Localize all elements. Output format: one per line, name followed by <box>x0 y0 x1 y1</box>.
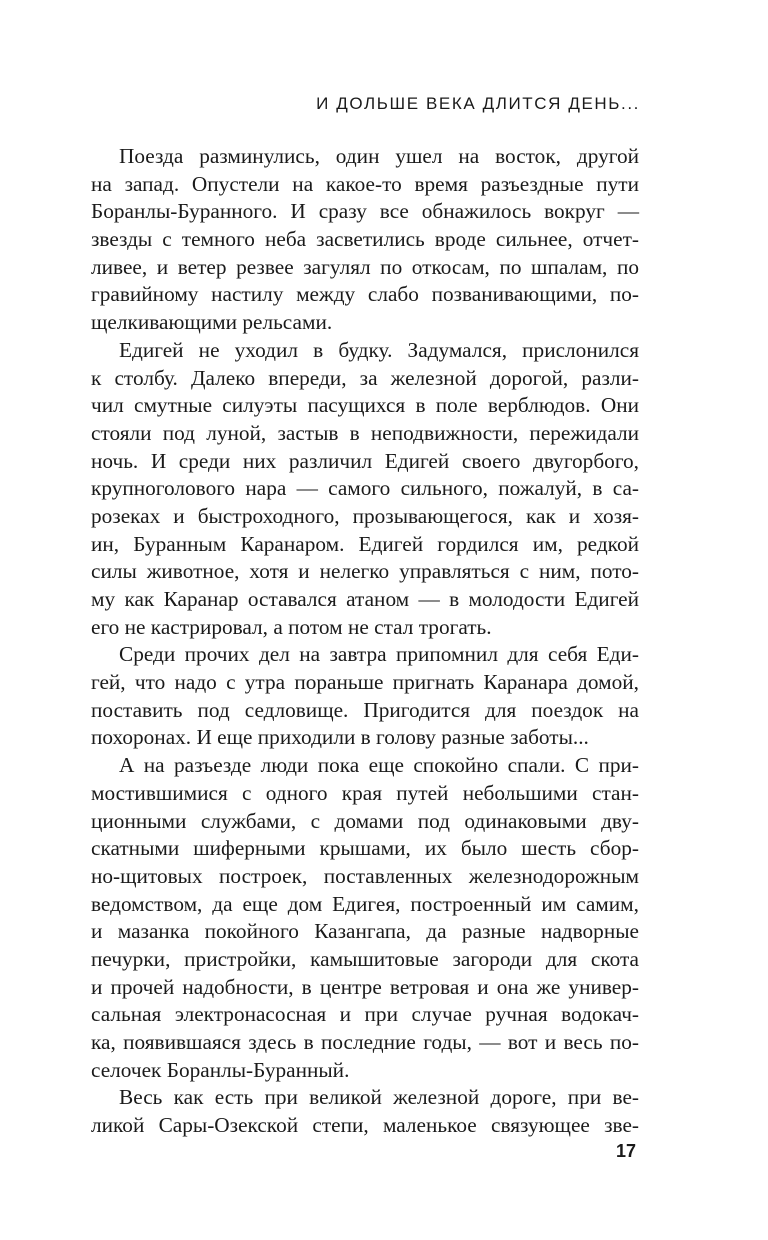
text-line: поставить под седловище. Пригодится для поездок на <box>91 697 639 722</box>
text-line: Едигей не уходил в будку. Задумался, прислонился <box>119 337 639 362</box>
text-line: щелкивающими рельсами. <box>91 310 333 335</box>
text-line: Боранлы-Буранного. И сразу все обнажилось вокруг — <box>91 199 639 224</box>
text-line: ционными службами, с домами под одинаковыми дву- <box>91 808 639 833</box>
paragraph <box>91 337 639 642</box>
text-line: Среди прочих дел на завтра припомнил для себя Еди- <box>119 642 639 667</box>
text-line: чил смутные силуэты пасущихся в поле верблюдов. Они <box>91 393 639 418</box>
text-line: и мазанка покойного Казангапа, да разные надворные <box>91 919 639 944</box>
paragraph <box>91 1084 639 1139</box>
text-line: его не кастрировал, а потом не стал трогать. <box>91 614 492 639</box>
text-line: А на разъезде люди пока еще спокойно спали. С при- <box>119 753 639 778</box>
running-title: И ДОЛЬШЕ ВЕКА ДЛИТСЯ ДЕНЬ... <box>316 94 640 113</box>
paragraph <box>91 641 639 752</box>
text-line: силы животное, хотя и нелегко управляться с ним, пото- <box>91 559 639 584</box>
paragraph <box>91 752 639 1084</box>
text-line: и прочей надобности, в центре ветровая и она же универ- <box>91 974 639 999</box>
text-line: звезды с темного неба засветились вроде сильнее, отчет- <box>91 227 639 252</box>
text-line: ин, Буранным Каранаром. Едигей гордился им, редкой <box>91 531 639 556</box>
text-line: гравийному настилу между слабо позванивающими, по- <box>91 282 639 307</box>
text-line: селочек Боранлы-Буранный. <box>91 1057 350 1082</box>
text-line: Весь как есть при великой железной дороге, при ве- <box>119 1085 639 1110</box>
text-line: ка, появившаяся здесь в последние годы, — вот и весь по- <box>91 1030 639 1054</box>
text-line: ночь. И среди них различил Едигей своего двугорбого, <box>91 448 639 473</box>
page-number: 17 <box>615 1141 636 1161</box>
text-line: на запад. Опустели на какое-то время разъездные пути <box>91 171 639 196</box>
paragraph <box>91 143 639 337</box>
text-line: к столбу. Далеко впереди, за железной дорогой, разли- <box>91 365 639 390</box>
text-line: Поезда разминулись, один ушел на восток, другой <box>119 144 639 168</box>
text-line: похоронах. И еще приходили в голову разные заботы... <box>91 725 589 750</box>
text-line: но-щитовых построек, поставленных железнодорожным <box>91 863 639 888</box>
text-line: ликой Сары-Озекской степи, маленькое связующее зве- <box>91 1113 639 1138</box>
text-line: гей, что надо с утра пораньше пригнать Каранара домой, <box>91 670 639 695</box>
text-line: крупноголового нара — самого сильного, пожалуй, в са- <box>91 476 639 501</box>
text-line: стояли под луной, застыв в неподвижности, пережидали <box>91 420 639 445</box>
text-line: печурки, пристройки, камышитовые загороди для скота <box>91 946 639 971</box>
text-line: мостившимися с одного края путей небольшими стан- <box>91 780 639 805</box>
text-line: ливее, и ветер резвее загулял по откосам, по шпалам, по <box>91 254 639 279</box>
text-line: скатными шиферными крышами, их было шесть сбор- <box>91 836 639 861</box>
text-line: сальная электронасосная и при случае ручная водокач- <box>91 1002 639 1027</box>
body-text <box>91 143 639 1140</box>
text-line: ведомством, да еще дом Едигея, построенный им самим, <box>91 891 639 916</box>
text-line: му как Каранар оставался атаном — в молодости Едигей <box>91 587 639 611</box>
text-line: розеках и быстроходного, прозывающегося, как и хозя- <box>91 503 639 528</box>
